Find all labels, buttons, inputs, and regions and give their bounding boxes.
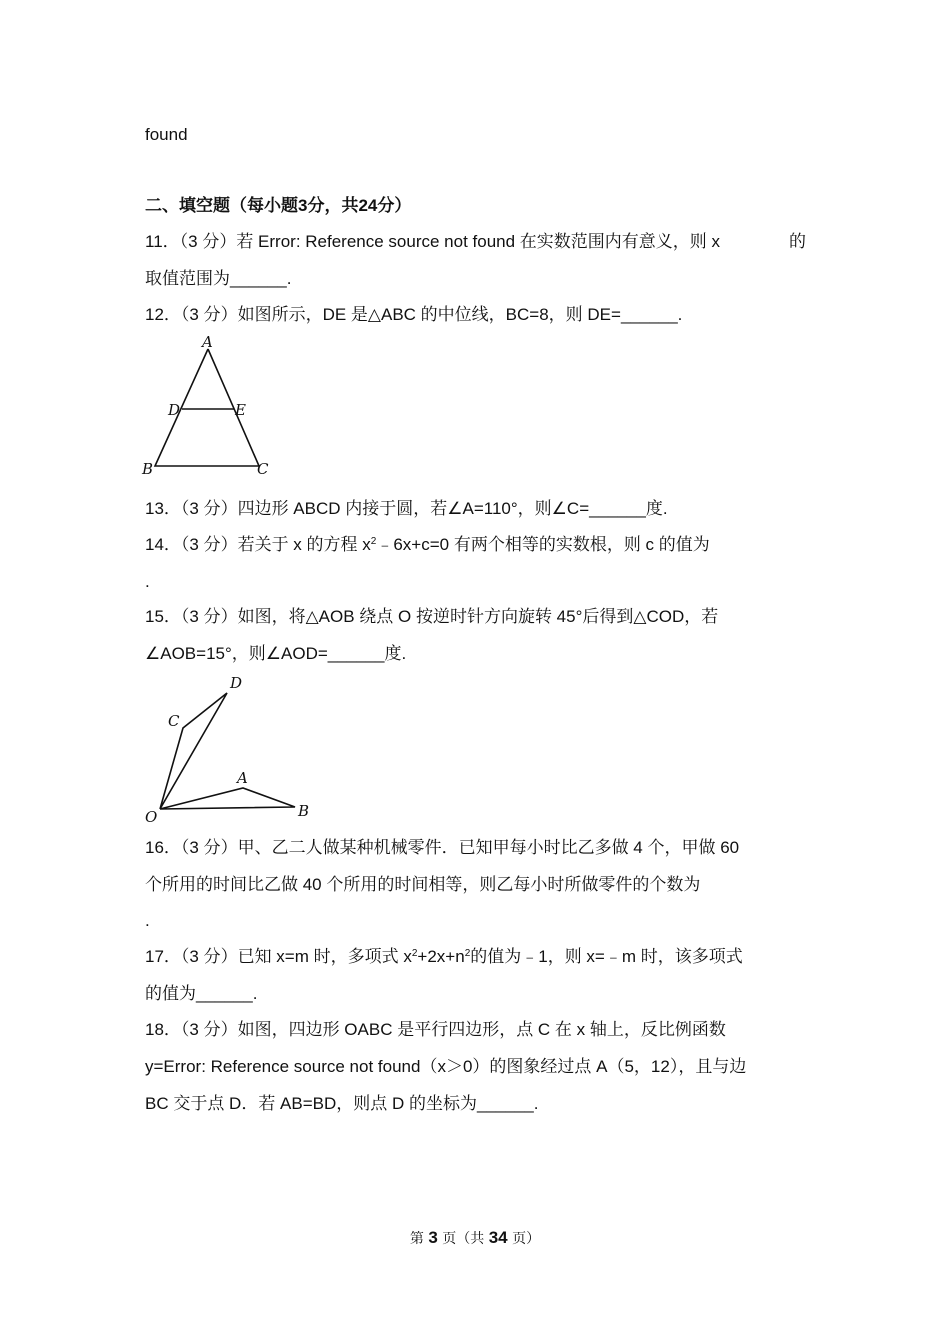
question-18-line-3: BC 交于点 D．若 AB=BD，则点 D 的坐标为______. [145, 1094, 539, 1113]
page-footer: 第 3 页（共 34 页） [409, 1228, 541, 1247]
question-12-text: 12．（3 分）如图所示，DE 是△ABC 的中位线，BC=8，则 DE=______. [145, 305, 683, 324]
triangle-cod [160, 693, 227, 809]
total-page-number: 34 [488, 1228, 508, 1247]
question-16-line-1: 16．（3 分）甲、乙二人做某种机械零件．已知甲每小时比乙多做 4 个，甲做 60 [145, 838, 740, 857]
question-15-line-1: 15．（3 分）如图，将△AOB 绕点 O 按逆时针方向旋转 45°后得到△COD，若 [145, 607, 719, 626]
triangle-aob [160, 788, 295, 809]
question-13-text: 13．（3 分）四边形 ABCD 内接于圆，若∠A=110°，则∠C=______度. [145, 499, 668, 518]
question-11-line-1: 11．（3 分）若 Error: Reference source not found 在实数范围内有意义，则 x 的 [145, 232, 806, 251]
section-heading: 二、填空题（每小题3分，共24分） [145, 196, 412, 215]
question-18-line-2: y=Error: Reference source not found（x＞0）的图象经过点 A（5，12），且与边 [145, 1057, 747, 1076]
question-14-line-1: 14．（3 分）若关于 x 的方程 $x^2﹣6x+c=0$ 有两个相等的实数根，则 c 的值为 [145, 535, 710, 554]
question-11-line-2: 取值范围为______. [145, 269, 292, 288]
label-D: D [230, 674, 243, 692]
label-B: B [142, 460, 154, 478]
question-16-line-2: 个所用的时间比乙做 40 个所用的时间相等，则乙每小时所做零件的个数为 [145, 875, 701, 894]
question-18-line-1: 18．（3 分）如图，四边形 OABC 是平行四边形，点 C 在 x 轴上，反比例函数 [145, 1020, 726, 1039]
question-16-line-3: . [145, 911, 150, 930]
rotation-figure [135, 670, 315, 830]
label-C: C [257, 460, 269, 478]
question-17-line-2: 的值为______. [145, 984, 258, 1003]
label-A: A [202, 333, 213, 351]
question-15-line-2: ∠AOB=15°，则∠AOD=______度. [145, 644, 407, 663]
label-B: B [298, 802, 310, 820]
label-C: C [168, 712, 180, 730]
label-O: O [145, 808, 158, 826]
carryover-text: found [145, 125, 188, 144]
label-D: D [168, 401, 181, 419]
label-A: A [237, 769, 248, 787]
question-17-line-1: 17．（3 分）已知 x=m 时，多项式 $x^2+2x+n^2$的值为﹣1，则 x=﹣m 时，该多项式 [145, 947, 743, 966]
label-E: E [235, 401, 246, 419]
triangle-abc-figure [135, 332, 285, 480]
current-page-number: 3 [428, 1228, 438, 1247]
question-14-line-2: . [145, 572, 150, 591]
